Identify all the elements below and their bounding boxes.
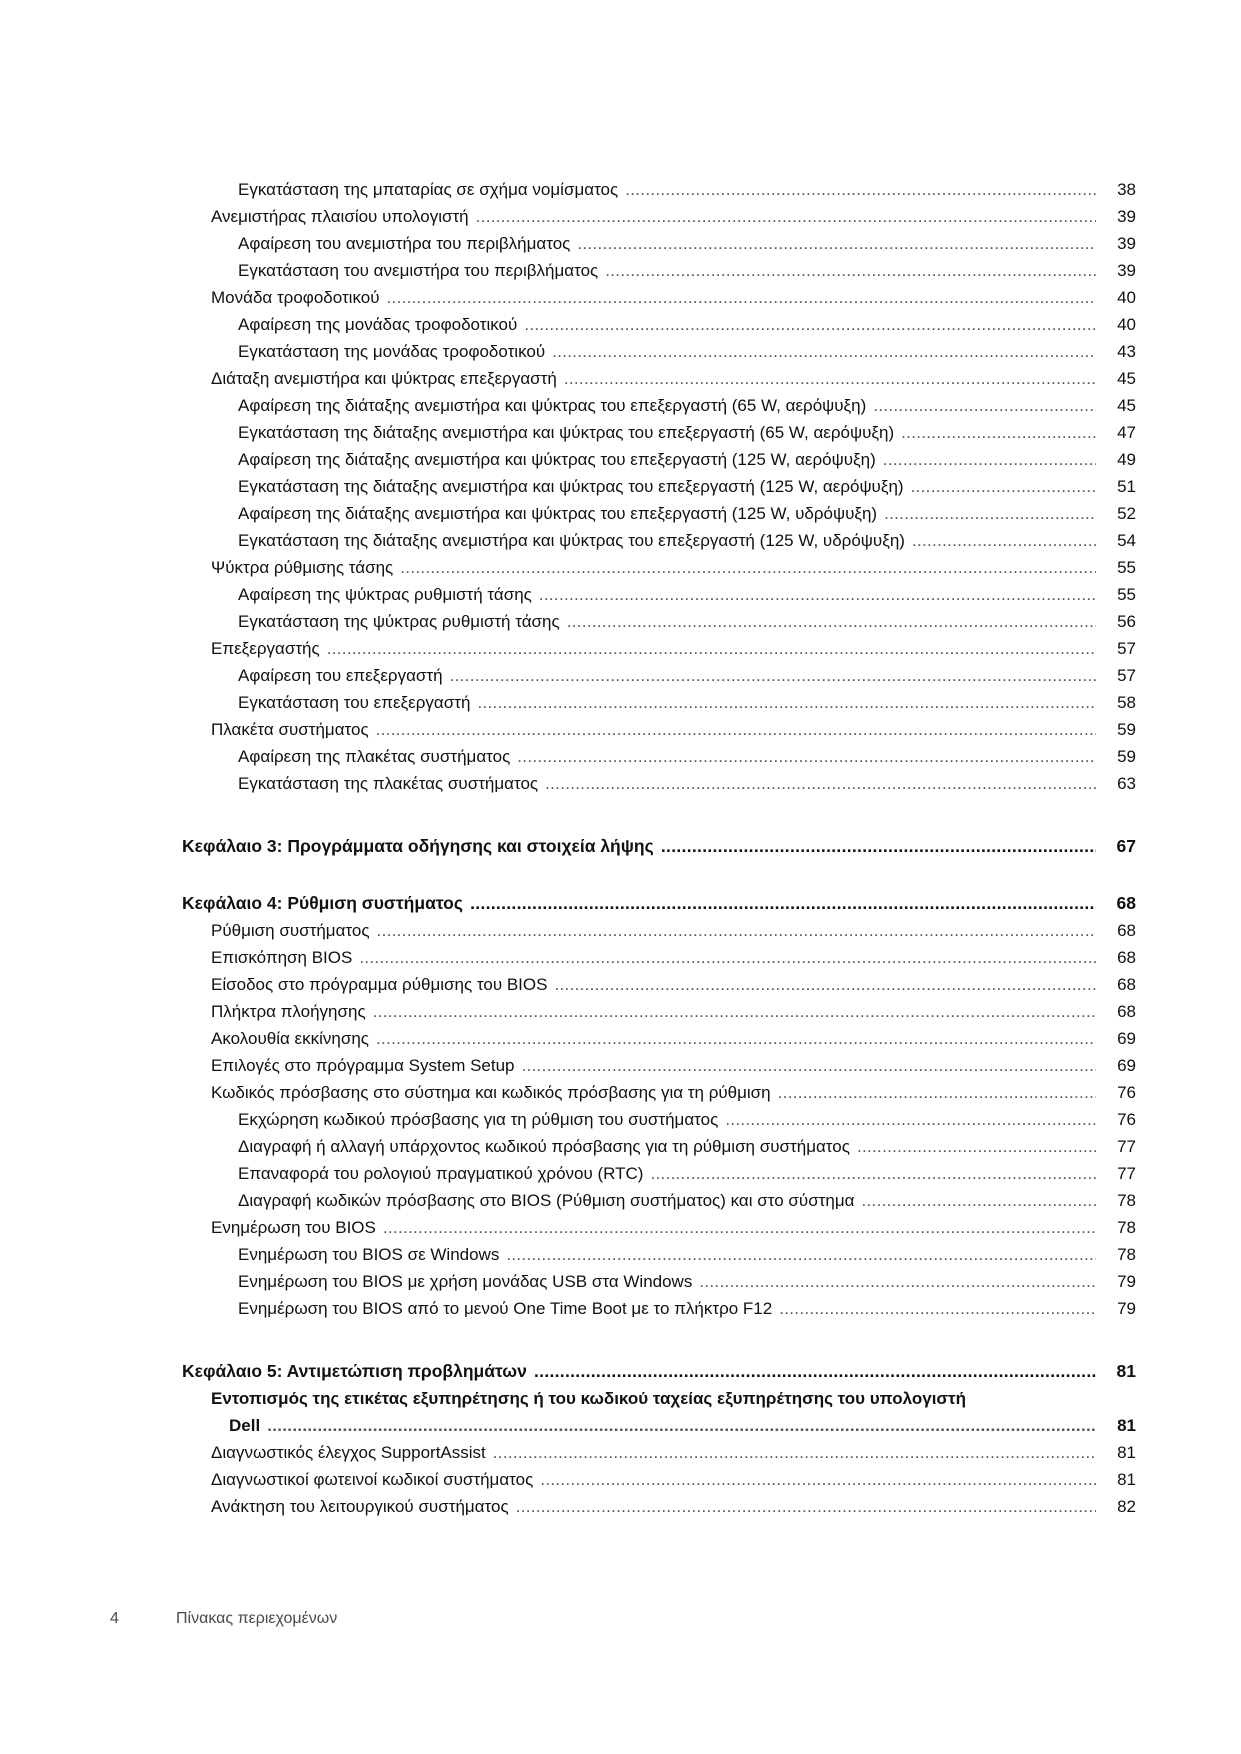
toc-entry[interactable] xyxy=(211,716,1136,743)
footer-title: Πίνακας περιεχομένων xyxy=(176,1610,338,1627)
toc-entry-title: Κεφάλαιο 4: Ρύθμιση συστήματος xyxy=(182,893,463,913)
toc-entry-page: 57 xyxy=(1096,662,1136,689)
toc-entry[interactable] xyxy=(238,473,1136,500)
toc-chapter-entry[interactable] xyxy=(182,833,1136,860)
toc-entry-title: Διαγνωστικός έλεγχος SupportAssist xyxy=(211,1443,486,1462)
toc-entry-page: 47 xyxy=(1096,419,1136,446)
toc-entry-title: Εγκατάσταση της ψύκτρας ρυθμιστή τάσης xyxy=(238,612,560,631)
toc-entry[interactable] xyxy=(238,743,1136,770)
toc-entry-page: 38 xyxy=(1096,176,1136,203)
toc-entry-page: 69 xyxy=(1096,1025,1136,1052)
toc-entry-title: Επισκόπηση BIOS xyxy=(211,948,353,967)
toc-entry-title: Ανάκτηση του λειτουργικού συστήματος xyxy=(211,1497,509,1516)
toc-heading-wrapped: Εντοπισμός της ετικέτας εξυπηρέτησης ή του κωδικού ταχείας εξυπηρέτησης του υπολογιστή xyxy=(211,1389,967,1408)
toc-entry-page: 68 xyxy=(1096,971,1136,998)
toc-entry[interactable] xyxy=(238,176,1136,203)
toc-entry[interactable] xyxy=(238,608,1136,635)
page-number: 4 xyxy=(110,1610,119,1627)
toc-entry-title: Εγκατάσταση της μπαταρίας σε σχήμα νομίσματος xyxy=(238,180,619,199)
toc-entry-title: Επεξεργαστής xyxy=(211,639,320,658)
toc-entry-title: Αφαίρεση της ψύκτρας ρυθμιστή τάσης xyxy=(238,585,532,604)
toc-entry[interactable] xyxy=(238,1133,1136,1160)
toc-entry-page: 40 xyxy=(1096,311,1136,338)
toc-entry-page: 68 xyxy=(1096,890,1136,917)
toc-entry[interactable] xyxy=(238,338,1136,365)
toc-entry-page: 39 xyxy=(1096,203,1136,230)
toc-entry-title: Είσοδος στο πρόγραμμα ρύθμισης του BIOS xyxy=(211,975,548,994)
toc-entry[interactable] xyxy=(238,527,1136,554)
toc-entry-title: Μονάδα τροφοδοτικού xyxy=(211,288,380,307)
toc-entry[interactable] xyxy=(238,419,1136,446)
toc-entry-title: Ενημέρωση του BIOS με χρήση μονάδας USB στα Windows xyxy=(238,1272,693,1291)
toc-entry-page: 68 xyxy=(1096,917,1136,944)
toc-entry-page: 51 xyxy=(1096,473,1136,500)
toc-entry[interactable] xyxy=(211,1439,1136,1466)
toc-entry-title: Ψύκτρα ρύθμισης τάσης xyxy=(211,558,394,577)
toc-entry-title: Εγκατάσταση της διάταξης ανεμιστήρα και ψύκτρας του επεξεργαστή (125 W, αερόψυξη) xyxy=(238,477,904,496)
toc-entry-title: Αφαίρεση της πλακέτας συστήματος xyxy=(238,747,511,766)
toc-entry-page: 43 xyxy=(1096,338,1136,365)
toc-entry-title: Ανεμιστήρας πλαισίου υπολογιστή xyxy=(211,207,469,226)
toc-entry-title: Ενημέρωση του BIOS από το μενού One Time Boot με το πλήκτρο F12 xyxy=(238,1299,773,1318)
toc-entry-title: Πλήκτρα πλοήγησης xyxy=(211,1002,366,1021)
toc-entry[interactable] xyxy=(211,1025,1136,1052)
toc-entry-title: Εγκατάσταση του ανεμιστήρα του περιβλήματος xyxy=(238,261,599,280)
toc-entry-page: 79 xyxy=(1096,1295,1136,1322)
toc-entry-title: Αφαίρεση της διάταξης ανεμιστήρα και ψύκτρας του επεξεργαστή (125 W, υδρόψυξη) xyxy=(238,504,878,523)
toc-entry-title: Εγκατάσταση της διάταξης ανεμιστήρα και ψύκτρας του επεξεργαστή (125 W, υδρόψυξη) xyxy=(238,531,905,550)
toc-entry[interactable] xyxy=(211,917,1136,944)
toc-entry[interactable] xyxy=(211,944,1136,971)
toc-entry-page: 67 xyxy=(1096,833,1136,860)
toc-entry-title: Εγκατάσταση της μονάδας τροφοδοτικού xyxy=(238,342,546,361)
toc-entry-title: Κεφάλαιο 5: Αντιμετώπιση προβλημάτων xyxy=(182,1361,527,1381)
toc-entry-title: Κωδικός πρόσβασης στο σύστημα και κωδικός πρόσβασης για τη ρύθμιση xyxy=(211,1083,771,1102)
toc-entry[interactable] xyxy=(238,662,1136,689)
toc-entry-title: Αφαίρεση του ανεμιστήρα του περιβλήματος xyxy=(238,234,571,253)
toc-entry-page: 63 xyxy=(1096,770,1136,797)
toc-entry[interactable] xyxy=(229,1412,1136,1439)
toc-entry-title: Εγκατάσταση της διάταξης ανεμιστήρα και ψύκτρας του επεξεργαστή (65 W, αερόψυξη) xyxy=(238,423,895,442)
toc-entry-page: 78 xyxy=(1096,1187,1136,1214)
toc-entry-page: 69 xyxy=(1096,1052,1136,1079)
toc-entry[interactable] xyxy=(238,230,1136,257)
toc-entry-title: Αφαίρεση της διάταξης ανεμιστήρα και ψύκτρας του επεξεργαστή (125 W, αερόψυξη) xyxy=(238,450,876,469)
toc-entry-page: 58 xyxy=(1096,689,1136,716)
toc-entry-page: 57 xyxy=(1096,635,1136,662)
toc-entry[interactable] xyxy=(238,1187,1136,1214)
toc-entry-title: Διάταξη ανεμιστήρα και ψύκτρας επεξεργαστή xyxy=(211,369,557,388)
toc-entry-page: 81 xyxy=(1096,1439,1136,1466)
toc-entry[interactable] xyxy=(211,284,1136,311)
toc-entry-page: 39 xyxy=(1096,230,1136,257)
toc-chapter-entry[interactable] xyxy=(182,1358,1136,1385)
toc-entry[interactable] xyxy=(238,311,1136,338)
toc-entry-page: 78 xyxy=(1096,1214,1136,1241)
toc-entry[interactable] xyxy=(238,689,1136,716)
toc-entry-title: Αφαίρεση του επεξεργαστή xyxy=(238,666,443,685)
toc-entry-page: 81 xyxy=(1096,1466,1136,1493)
toc-entry[interactable] xyxy=(211,365,1136,392)
toc-entry[interactable] xyxy=(238,1106,1136,1133)
toc-entry-title: Πλακέτα συστήματος xyxy=(211,720,369,739)
toc-entry-page: 78 xyxy=(1096,1241,1136,1268)
toc-entry-title: Αφαίρεση της μονάδας τροφοδοτικού xyxy=(238,315,518,334)
toc-entry[interactable] xyxy=(211,1493,1136,1520)
toc-entry-title: Διαγνωστικοί φωτεινοί κωδικοί συστήματος xyxy=(211,1470,534,1489)
toc-entry-page: 40 xyxy=(1096,284,1136,311)
toc-entry-title: Διαγραφή ή αλλαγή υπάρχοντος κωδικού πρόσβασης για τη ρύθμιση συστήματος xyxy=(238,1137,850,1156)
toc-entry-page: 76 xyxy=(1096,1079,1136,1106)
toc-entry-title: Διαγραφή κωδικών πρόσβασης στο BIOS (Ρύθμιση συστήματος) και στο σύστημα xyxy=(238,1191,855,1210)
toc-entry-page: 49 xyxy=(1096,446,1136,473)
toc-entry[interactable] xyxy=(211,1466,1136,1493)
toc-entry-title: Εγκατάσταση του επεξεργαστή xyxy=(238,693,471,712)
toc-entry[interactable] xyxy=(211,971,1136,998)
toc-entry-page: 45 xyxy=(1096,365,1136,392)
toc-entry-page: 39 xyxy=(1096,257,1136,284)
toc-entry[interactable] xyxy=(211,1214,1136,1241)
toc-entry-title: Επιλογές στο πρόγραμμα System Setup xyxy=(211,1056,515,1075)
toc-entry[interactable] xyxy=(238,257,1136,284)
toc-entry-title: Ρύθμιση συστήματος xyxy=(211,921,370,940)
toc-entry[interactable] xyxy=(211,1052,1136,1079)
toc-entry[interactable] xyxy=(211,203,1136,230)
toc-entry-page: 81 xyxy=(1096,1358,1136,1385)
toc-entry-title: Εκχώρηση κωδικού πρόσβασης για τη ρύθμιση του συστήματος xyxy=(238,1110,719,1129)
toc-entry[interactable] xyxy=(211,998,1136,1025)
toc-entry[interactable] xyxy=(238,1295,1136,1322)
toc-entry-title: Ενημέρωση του BIOS σε Windows xyxy=(238,1245,500,1264)
toc-entry-page: 81 xyxy=(1096,1412,1136,1439)
toc-entry-title: Κεφάλαιο 3: Προγράμματα οδήγησης και στοιχεία λήψης xyxy=(182,836,654,856)
toc-entry-title: Αφαίρεση της διάταξης ανεμιστήρα και ψύκτρας του επεξεργαστή (65 W, αερόψυξη) xyxy=(238,396,867,415)
toc-entry-page: 79 xyxy=(1096,1268,1136,1295)
toc-entry-title: Εγκατάσταση της πλακέτας συστήματος xyxy=(238,774,539,793)
toc-entry[interactable] xyxy=(238,770,1136,797)
toc-entry-title: Dell xyxy=(229,1416,261,1435)
toc-entry-title: Ενημέρωση του BIOS xyxy=(211,1218,376,1237)
toc-entry[interactable] xyxy=(211,1079,1136,1106)
toc-entry[interactable] xyxy=(238,392,1136,419)
toc-chapter-entry[interactable] xyxy=(182,890,1136,917)
toc-entry-title: Επαναφορά του ρολογιού πραγματικού χρόνου (RTC) xyxy=(238,1164,644,1183)
toc-entry-page: 68 xyxy=(1096,944,1136,971)
toc-entry[interactable] xyxy=(238,1268,1136,1295)
toc-entry[interactable] xyxy=(238,1241,1136,1268)
toc-entry-page: 54 xyxy=(1096,527,1136,554)
toc-entry-page: 59 xyxy=(1096,716,1136,743)
toc-entry-page: 52 xyxy=(1096,500,1136,527)
toc-entry[interactable] xyxy=(238,500,1136,527)
toc-entry-page: 76 xyxy=(1096,1106,1136,1133)
toc-entry-title: Ακολουθία εκκίνησης xyxy=(211,1029,369,1048)
toc-entry-page: 56 xyxy=(1096,608,1136,635)
toc-entry-page: 55 xyxy=(1096,581,1136,608)
toc-entry[interactable] xyxy=(238,1160,1136,1187)
toc-entry-page: 77 xyxy=(1096,1133,1136,1160)
toc-entry[interactable] xyxy=(238,581,1136,608)
toc-entry-page: 55 xyxy=(1096,554,1136,581)
toc-entry-page: 82 xyxy=(1096,1493,1136,1520)
toc-entry-page: 59 xyxy=(1096,743,1136,770)
toc-entry[interactable] xyxy=(211,635,1136,662)
toc-entry-page: 45 xyxy=(1096,392,1136,419)
toc-entry-page: 77 xyxy=(1096,1160,1136,1187)
toc-entry[interactable] xyxy=(238,446,1136,473)
toc-entry-page: 68 xyxy=(1096,998,1136,1025)
toc-entry[interactable] xyxy=(211,554,1136,581)
